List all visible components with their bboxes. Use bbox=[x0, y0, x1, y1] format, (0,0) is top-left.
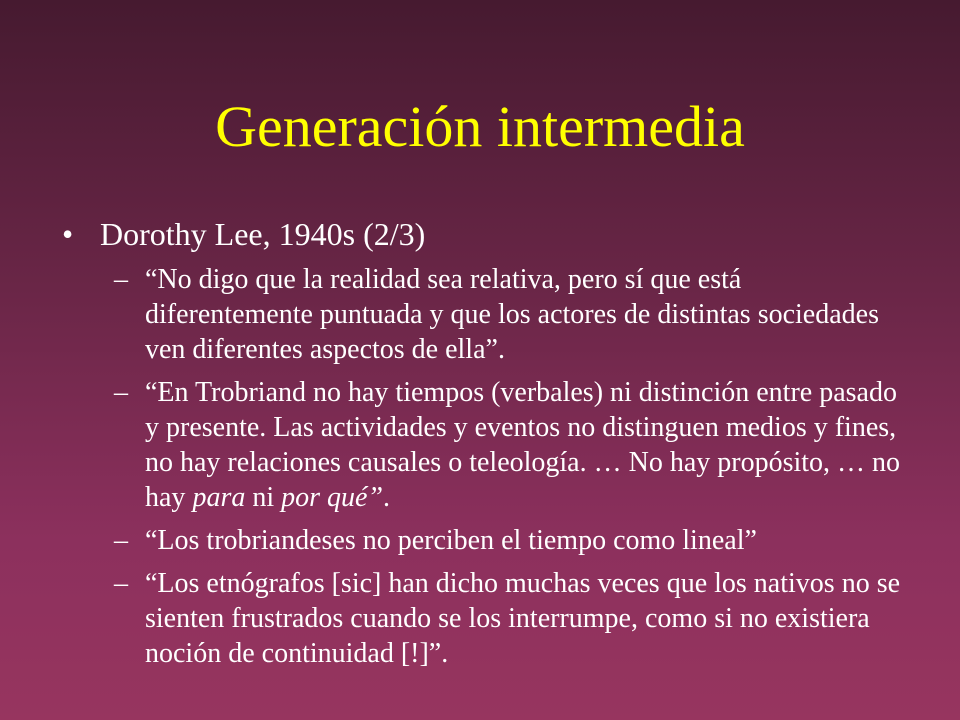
bullet-icon: • bbox=[62, 216, 74, 252]
dash-icon: – bbox=[114, 377, 128, 408]
sub-bullet-list bbox=[114, 262, 914, 679]
sub-bullet-item bbox=[114, 262, 914, 367]
sub-bullet-item bbox=[114, 523, 914, 558]
sub-bullet-text bbox=[145, 377, 900, 513]
italic-segment: para bbox=[192, 482, 246, 513]
text-segment: ni bbox=[245, 482, 282, 513]
slide-title: Generación intermedia bbox=[215, 94, 745, 159]
text-segment: . bbox=[383, 482, 391, 513]
sub-bullet-text: “No digo que la realidad sea relativa, pero sí que está diferentemente puntuada y que los actores de distintas sociedades ven diferentes aspectos de ella”. bbox=[145, 264, 879, 365]
bullet-text: Dorothy Lee, 1940s (2/3) bbox=[100, 216, 426, 252]
dash-icon: – bbox=[114, 525, 128, 556]
sub-bullet-text: “Los etnógrafos [sic] han dicho muchas veces que los nativos no se sienten frustrados cuando se los interrumpe, como si no existiera noción de continuidad [!]”. bbox=[145, 568, 901, 669]
sub-bullet-item bbox=[114, 375, 914, 515]
sub-bullet-text: “Los trobriandeses no perciben el tiempo como lineal” bbox=[145, 525, 757, 556]
text-segment: “En Trobriand no hay tiempos (verbales) ni distinción entre pasado y presente. Las actividades y eventos no distinguen medios y fines, no hay relaciones causales o teleología. … No hay propósito, … no hay bbox=[145, 377, 901, 513]
dash-icon: – bbox=[114, 568, 128, 599]
sub-bullet-item bbox=[114, 566, 914, 671]
dash-icon: – bbox=[114, 264, 128, 295]
italic-segment: por qué” bbox=[281, 482, 384, 513]
